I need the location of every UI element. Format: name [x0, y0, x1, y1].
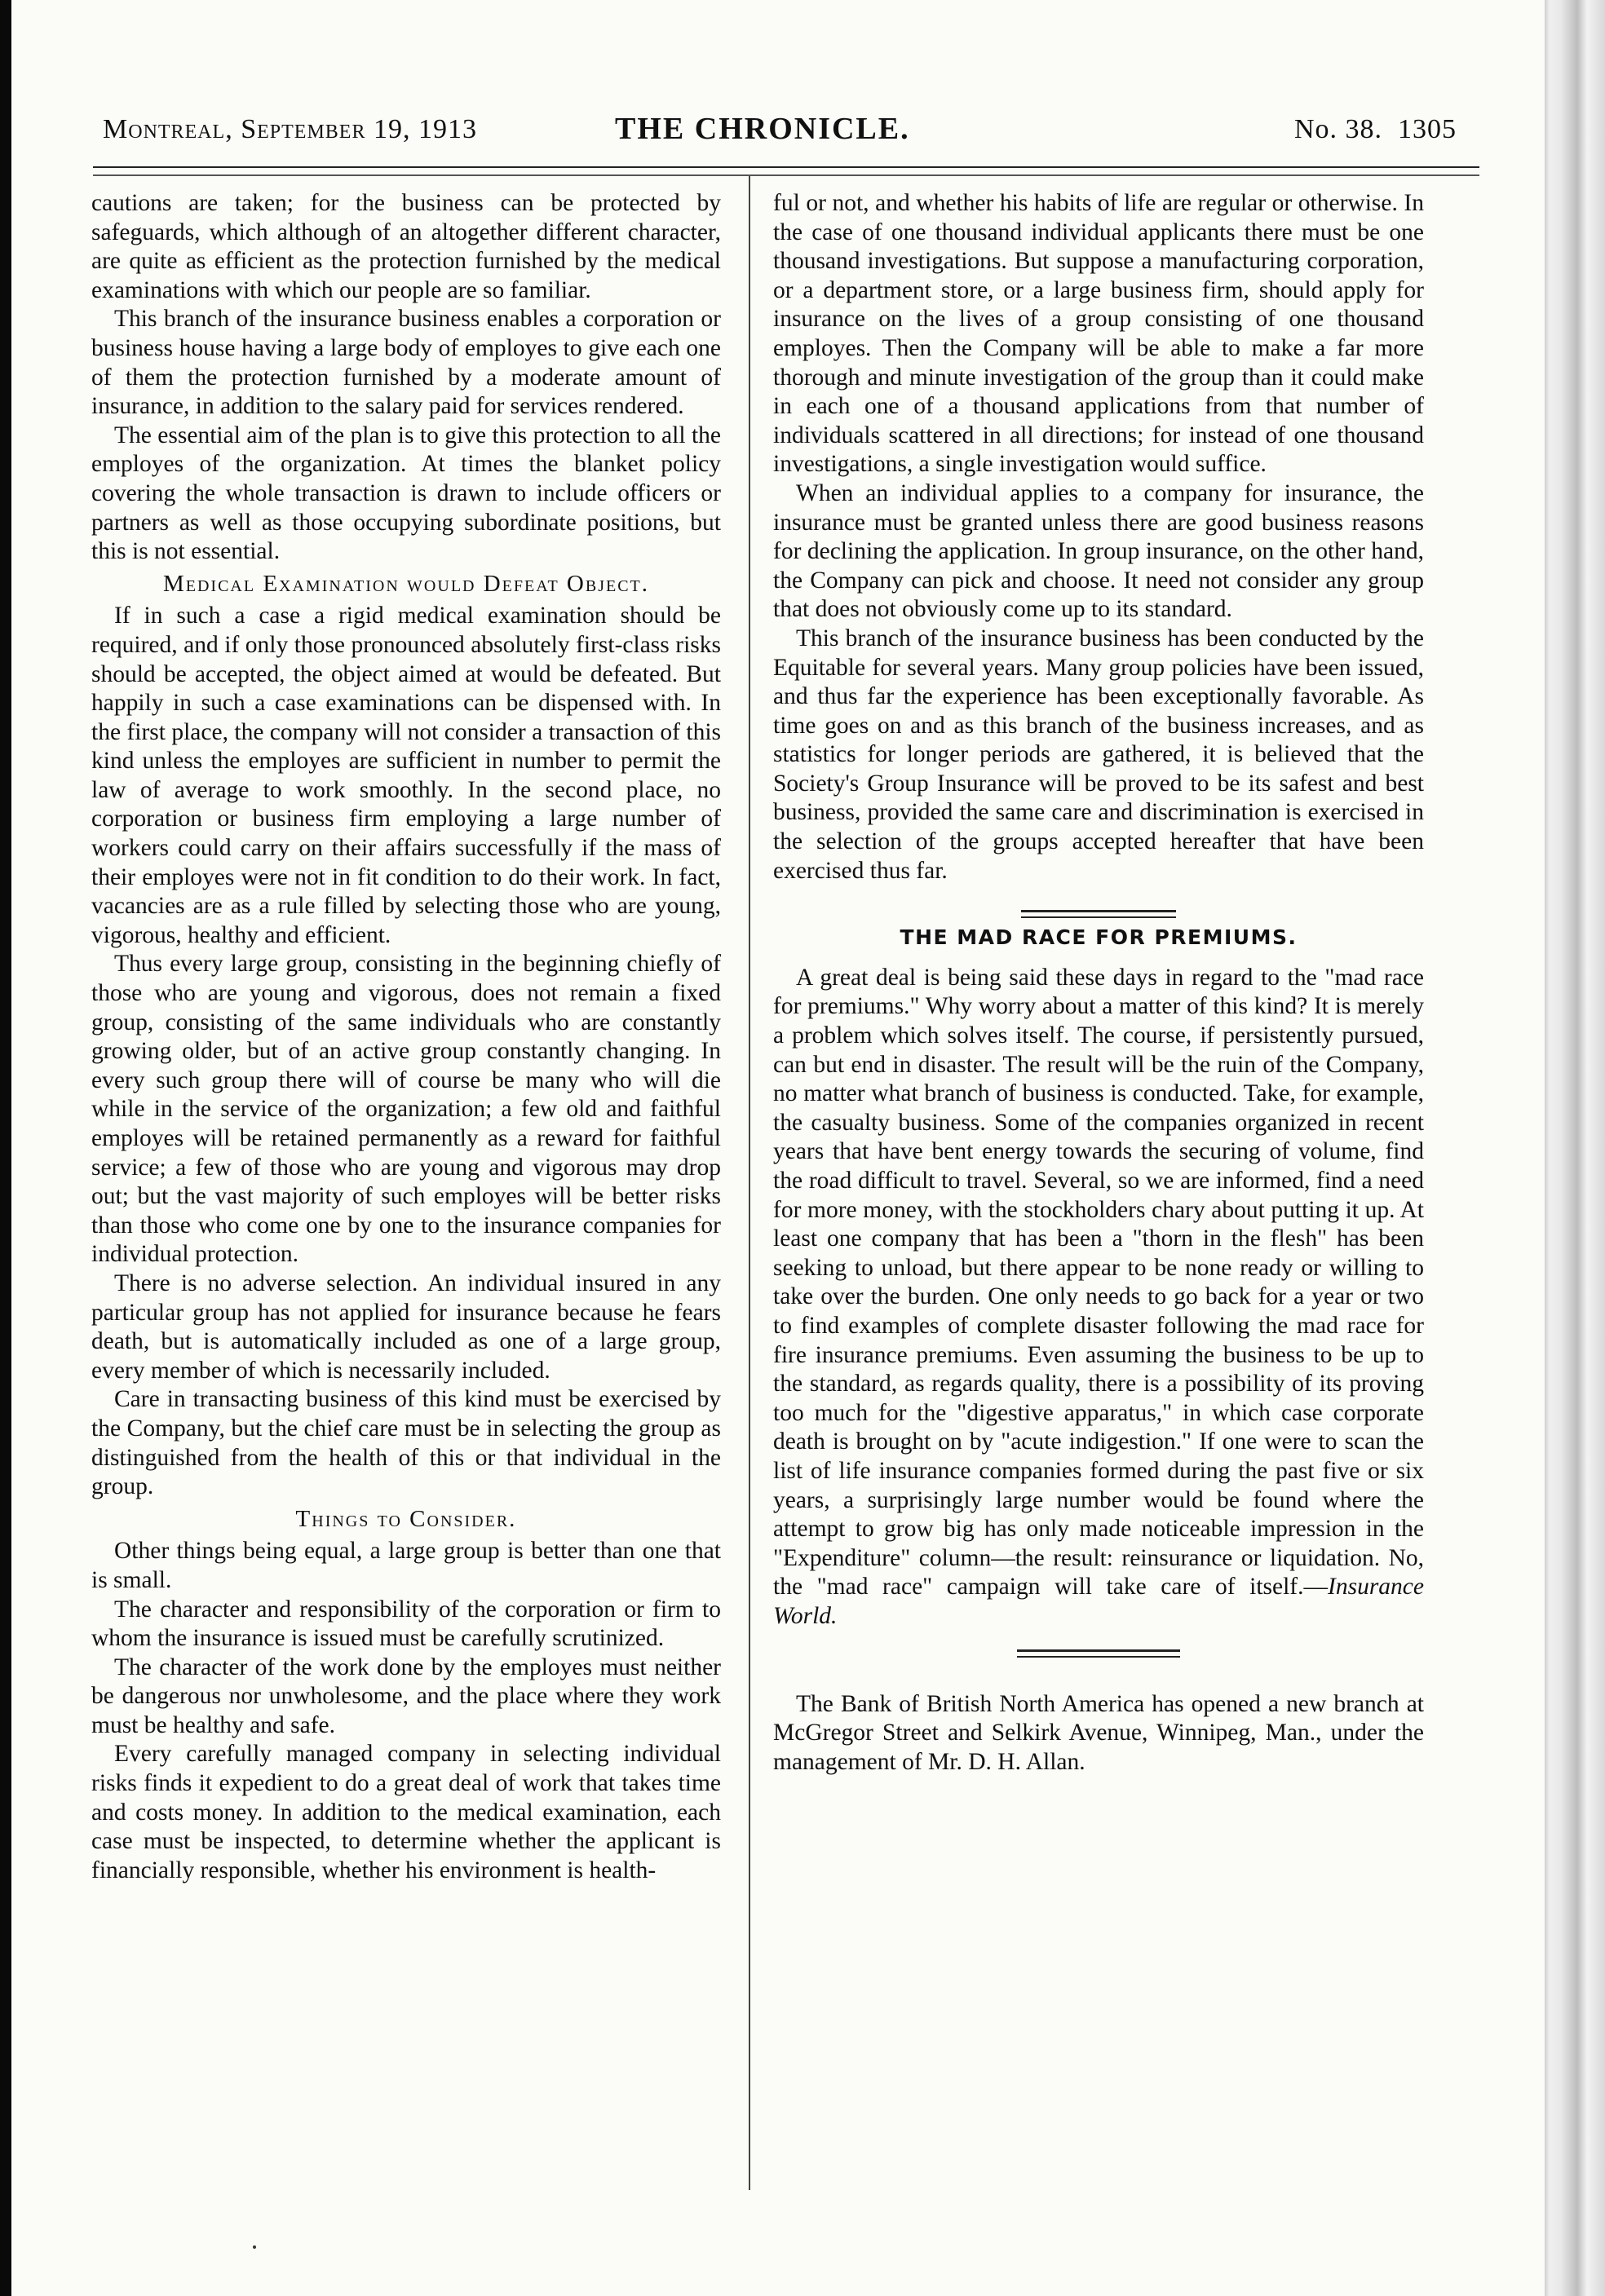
right-column — [773, 189, 1424, 1777]
page-edge — [1545, 0, 1605, 2296]
paragraph: The character and responsibility of the corporation or firm to whom the insurance is issued must be carefully scrutinized. — [91, 1596, 721, 1652]
left-column — [91, 189, 721, 1885]
paragraph: Thus every large group, consisting in the beginning chiefly of those who are young and vigorous, does not remain a fixed group, consisting of the same individuals who are constantly growing older, but of an active group constantly changing. In every such group there will of course be many who will die while in the service of the organization; a few old and faithful employes will be retained permanently as a reward for faithful service; a few of those who are young and vigorous may drop out; but the vast majority of such employes will be better risks than those who come one by one to the insurance companies for individual protection. — [91, 951, 721, 1268]
paragraph: The character of the work done by the employes must neither be dangerous nor unwholesome, and the place where they work must be healthy and safe. — [91, 1654, 721, 1738]
paragraph: This branch of the insurance business enables a corporation or business house having a large body of employes to give each one of them the protection furnished by a moderate amount of insurance, in addition to the salary paid for services rendered. — [91, 306, 721, 420]
paragraph: Care in transacting business of this kind must be exercised by the Company, but the chief care must be in selecting the group as distinguished from the health of this or that individual in the group. — [91, 1386, 721, 1500]
print-speck — [253, 2245, 256, 2249]
paragraph — [773, 964, 1424, 1631]
paragraph: The Bank of British North America has opened a new branch at McGregor Street and Selkirk Avenue, Winnipeg, Man., under the management of Mr. D. H. Allan. — [773, 1690, 1424, 1775]
newspaper-page — [11, 0, 1545, 2296]
paragraph: ful or not, and whether his habits of life are regular or otherwise. In the case of one thousand individual applicants there must be one thousand investigations. But suppose a manufacturing corporation, or a department store, or a large business firm, should apply for insurance on the lives of a group consisting of one thousand employes. Then the Company will be able to make a far more thorough and minute investigation of the group than it could make in each one of a thousand applications from that number of individuals scattered in all directions; for instead of one thousand investigations, a single investigation would suffice. — [773, 190, 1424, 478]
paragraph: Every carefully managed company in selecting individual risks finds it expedient to do a great deal of work that takes time and costs money. In addition to the medical examination, each case must be inspected, to determine whether the applicant is financially responsible, whether his environment is health- — [91, 1741, 721, 1883]
section-subhead: Things to Consider. — [295, 1505, 517, 1532]
header-rule — [93, 166, 1479, 176]
column-divider — [749, 176, 750, 2190]
paragraph: cautions are taken; for the business can be protected by safeguards, which although of an altogether different character, are quite as efficient as the protection furnished by the medical examinations with which our people are so familiar. — [91, 190, 721, 303]
paragraph: There is no adverse selection. An individual insured in any particular group has not applied for insurance because he fears death, but is automatically included as one of a large group, every member of which is necessarily included. — [91, 1269, 721, 1384]
paragraph: When an individual applies to a company for insurance, the insurance must be granted unless there are good business reasons for declining the application. In group insurance, on the other hand, the Company can pick and choose. It need not consider any group that does not obviously come up to its standard. — [773, 479, 1424, 623]
paragraph-text: A great deal is being said these days in regard to the "mad race for premiums." Why worry about a matter of this kind? It is merely a problem which solves itself. The course, if persistently pursued, can but end in disaster. The result will be the ruin of the Company, no matter what branch of business is conducted. Take, for example, the casualty business. Some of the companies organized in recent years that have bent energy towards the securing of volume, find the road difficult to travel. Several, so we are informed, find a need for more money, with the stockholders chary about putting it up. At least one company that has been a "thorn in the flesh" has been seeking to unload, but there appear to be none ready or willing to take over the burden. One only needs to go back for a year or two to find examples of complete disaster following the mad race for fire insurance premiums. Even assuming the business to be up to the standard, as regards quality, there is a possibility of its proving too much for the "digestive apparatus," in which case corporate death is brought on by "acute indigestion." If one were to scan the list of life insurance companies formed during the past five or six years, a surprisingly large number would be found where the attempt to grow big has only made noticeable impression in the "Expenditure" column—the result: reinsurance or liquidation. No, the "mad race" campaign will take care of itself.— — [773, 964, 1424, 1601]
paragraph: Other things being equal, a large group is better than one that is small. — [91, 1538, 721, 1593]
page-number: 1305 — [1398, 114, 1457, 144]
page-header — [103, 106, 1457, 155]
ornamental-rule — [1017, 1649, 1180, 1658]
header-date: Montreal, September 19, 1913 — [103, 114, 477, 144]
header-issue-page — [1294, 114, 1457, 145]
publication-title: THE CHRONICLE. — [615, 112, 910, 146]
paragraph: The essential aim of the plan is to give this protection to all the employes of the organization. At times the blanket policy covering the whole transaction is drawn to include officers or partners as well as those occupying subordinate positions, but this is not essential. — [91, 422, 721, 565]
ornamental-rule — [1021, 910, 1176, 918]
paragraph: If in such a case a rigid medical examination should be required, and if only those pronounced absolutely first-class risks should be accepted, the object aimed at would be defeated. But happily in such a case examinations can be dispensed with. In the first place, the company will not consider a transaction of this kind unless the employes are sufficient in number to permit the law of average to work smoothly. In the second place, no corporation or business firm employing a large number of workers could carry on their affairs successfully if the mass of their employes were not in fit condition to do their work. In fact, vacancies are as a rule filled by selecting those who are young, vigorous, healthy and efficient. — [91, 603, 721, 948]
paragraph: This branch of the insurance business has been conducted by the Equitable for several years. Many group policies have been issued, and thus far the experience has been exceptionally favorable. As time goes on and as this branch of the business increases, and as statistics for longer periods are gathered, it is believed that the Society's Group Insurance will be proved to be its safest and best business, provided the same care and discrimination is exercised in the selection of the groups accepted hereafter that have been exercised thus far. — [773, 625, 1424, 884]
source-byline: Insurance World. — [773, 1574, 1424, 1629]
issue-number: No. 38. — [1293, 114, 1382, 144]
article-heading: THE MAD RACE FOR PREMIUMS. — [900, 925, 1298, 950]
section-subhead: Medical Examination would Defeat Object. — [162, 570, 650, 597]
